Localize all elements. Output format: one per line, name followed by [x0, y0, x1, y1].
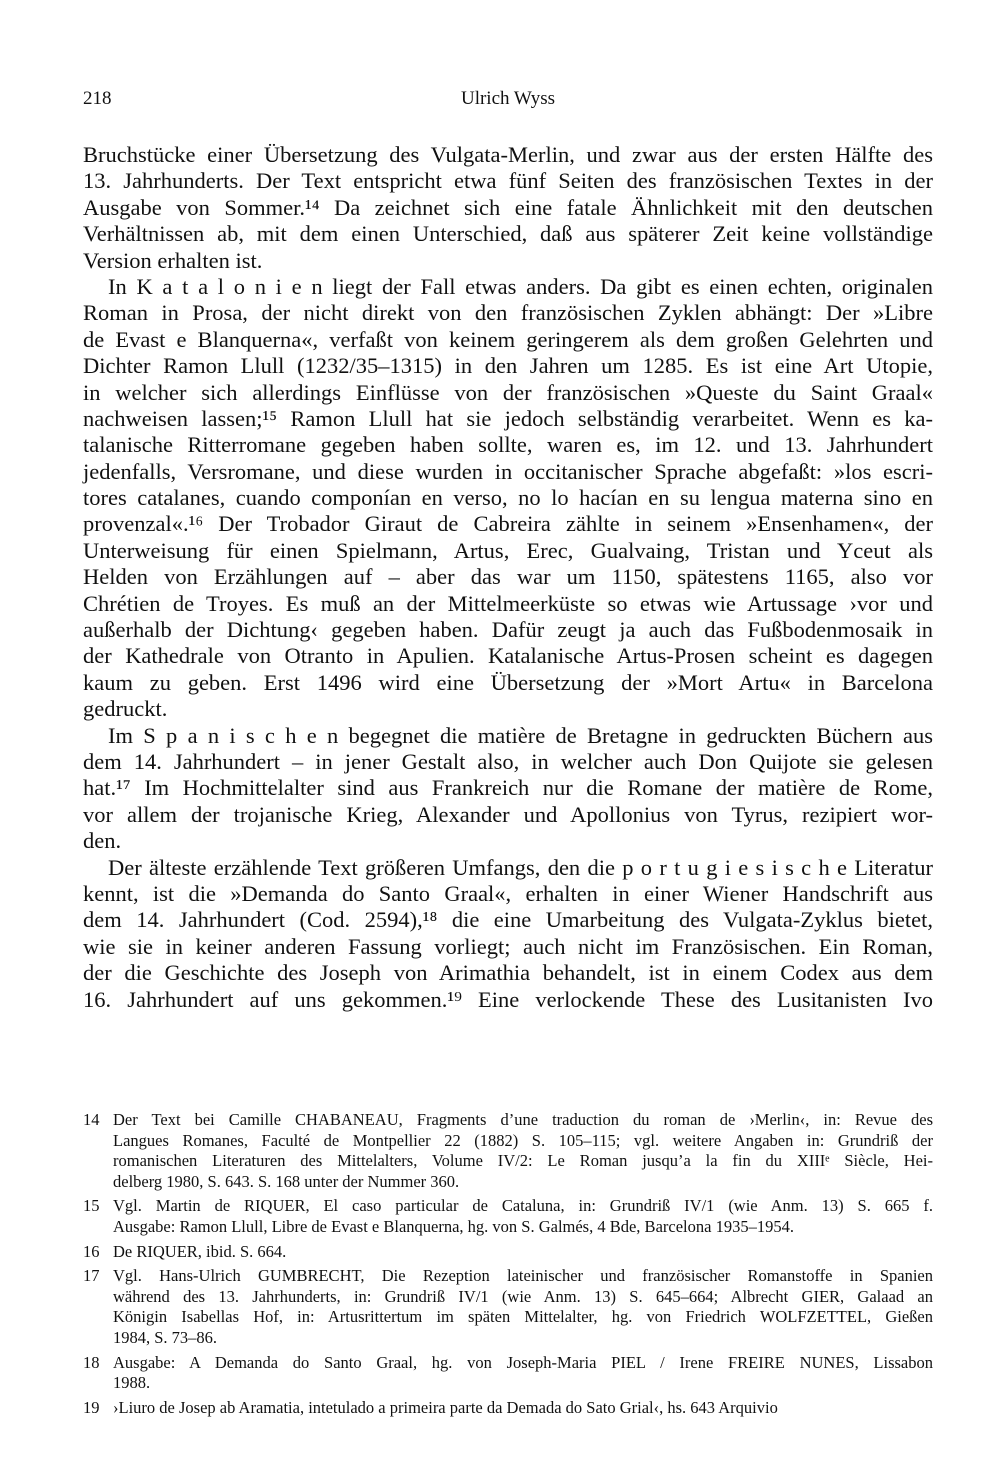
footnote-line: Vgl. Martin de RIQUER, El caso particular de Cataluna, in: Grundriß IV/1 (wie Anm. 13) S. 665 f.	[113, 1196, 933, 1216]
footnote-line: romanischen Literaturen des Mittelalters, Volume IV/2: Le Roman jusqu’a la fin du XIIIᵉ Siècle, Hei-	[113, 1151, 933, 1171]
body-line: wie sie in keiner anderen Fassung vorliegt; auch nicht im Französischen. Ein Roman,	[83, 933, 933, 959]
body-line: vor allem der trojanische Krieg, Alexander und Apollonius von Tyrus, rezipiert wor-	[83, 801, 933, 827]
body-line: In K a t a l o n i e n liegt der Fall etwas anders. Da gibt es einen echten, originalen	[108, 273, 933, 299]
footnote-number: 19	[83, 1397, 100, 1417]
body-line: Verhältnissen ab, mit dem einen Unterschied, daß aus späterer Zeit keine vollständige	[83, 221, 933, 247]
body-line: Ausgabe von Sommer.¹⁴ Da zeichnet sich eine fatale Ähnlichkeit mit den deutschen	[83, 194, 933, 220]
footnote	[83, 1353, 933, 1394]
body-line: Im S p a n i s c h e n begegnet die matière de Bretagne in gedruckten Büchern aus	[108, 722, 933, 748]
body-line: Dichter Ramon Llull (1232/35–1315) in den Jahren um 1285. Es ist eine Art Utopie,	[83, 353, 933, 379]
body-line: Version erhalten ist.	[83, 247, 263, 273]
body-text	[83, 142, 933, 1013]
body-line: jedenfalls, Versromane, und diese wurden in occitanischer Sprache abgefaßt: »los escri-	[83, 458, 933, 484]
body-line: gedruckt.	[83, 696, 168, 722]
footnote-line: Langues Romanes, Faculté de Montpellier 22 (1882) S. 105–115; vgl. weitere Angaben in: Grundriß der	[113, 1130, 933, 1150]
footnote-line: delberg 1980, S. 643. S. 168 unter der Nummer 360.	[113, 1171, 460, 1191]
footnote-line: Königin Isabellas Hof, in: Artusrittertum im späten Mittelalter, hg. von Friedrich WOLFZETTEL, Gießen	[113, 1307, 933, 1327]
footnote-line: Vgl. Hans-Ulrich GUMBRECHT, Die Rezeption lateinischer und französischer Romanstoffe in Spanien	[113, 1266, 933, 1286]
footnote	[83, 1110, 933, 1192]
body-line: den.	[83, 828, 122, 854]
footnote-line: ›Liuro de Josep ab Aramatia, intetulado a primeira parte da Demada do Sato Grial‹, hs. 643 Arquivio	[113, 1397, 778, 1417]
footnote-line: während des 13. Jahrhunderts, in: Grundriß IV/1 (wie Anm. 13) S. 645–664; Albrecht GIER, Galaad an	[113, 1286, 933, 1306]
running-header	[83, 88, 933, 118]
body-line: kennt, ist die »Demanda do Santo Graal«, erhalten in einer Wiener Handschrift aus	[83, 880, 933, 906]
footnote-line: Ausgabe: Ramon Llull, Libre de Evast e Blanquerna, hg. von S. Galmés, 4 Bde, Barcelona 1935–1954.	[113, 1216, 794, 1236]
body-line: Bruchstücke einer Übersetzung des Vulgata-Merlin, und zwar aus der ersten Hälfte des	[83, 142, 933, 167]
footnote-number: 16	[83, 1241, 100, 1261]
body-line: tores catalanes, cuando componían en verso, no lo hacían en su lengua materna sino en	[83, 485, 933, 511]
body-line: dem 14. Jahrhundert – in jener Gestalt also, in welcher auch Don Quijote sie gelesen	[83, 748, 933, 774]
body-line: der die Geschichte des Joseph von Arimathia behandelt, ist in einem Codex aus dem	[83, 960, 933, 986]
footnote-line: 1984, S. 73–86.	[113, 1327, 218, 1347]
footnote-number: 17	[83, 1266, 100, 1286]
body-line: nachweisen lassen;¹⁵ Ramon Llull hat sie jedoch selbständig verarbeitet. Wenn es ka-	[83, 405, 933, 431]
footnote-number: 18	[83, 1352, 100, 1372]
body-line: in welcher sich allerdings Einflüsse von der französischen »Queste du Saint Graal«	[83, 379, 933, 405]
body-line: 13. Jahrhunderts. Der Text entspricht etwa fünf Seiten des französischen Textes in der	[83, 168, 933, 194]
body-line: de Evast e Blanquerna«, verfaßt von keinem geringerem als dem großen Gelehrten und	[83, 326, 933, 352]
body-line: provenzal«.¹⁶ Der Trobador Giraut de Cabreira zählte in seinem »Ensenhamen«, der	[83, 511, 933, 537]
footnote	[83, 1242, 933, 1263]
page-number: 218	[83, 88, 112, 109]
body-line: Unterweisung für einen Spielmann, Artus, Erec, Gualvaing, Tristan und Yceut als	[83, 537, 933, 563]
body-line: kaum zu geben. Erst 1496 wird eine Übersetzung der »Mort Artu« in Barcelona	[83, 669, 933, 695]
body-line: Helden von Erzählungen auf – aber das war um 1150, spätestens 1165, also vor	[83, 564, 933, 590]
footnote-number: 15	[83, 1196, 100, 1216]
footnote-line: De RIQUER, ibid. S. 664.	[113, 1241, 287, 1261]
running-head-author: Ulrich Wyss	[460, 88, 556, 109]
body-line: Chrétien de Troyes. Es muß an der Mittelmeerküste so etwas wie Artussage ›vor und	[83, 590, 933, 616]
body-line: außerhalb der Dichtung‹ gegeben haben. Dafür zeugt ja auch das Fußbodenmosaik in	[83, 617, 933, 643]
body-line: Der älteste erzählende Text größeren Umfangs, den die p o r t u g i e s i s c h e Literatur	[108, 854, 933, 880]
body-line: hat.¹⁷ Im Hochmittelalter sind aus Frankreich nur die Romane der matière de Rome,	[83, 775, 933, 801]
footnote	[83, 1266, 933, 1348]
body-line: der Kathedrale von Otranto in Apulien. Katalanische Artus-Prosen scheint es dagegen	[83, 643, 933, 669]
footnote-line: 1988.	[113, 1373, 151, 1393]
body-line: dem 14. Jahrhundert (Cod. 2594),¹⁸ die eine Umarbeitung des Vulgata-Zyklus bietet,	[83, 907, 933, 933]
footnotes	[83, 1110, 933, 1422]
footnote	[83, 1196, 933, 1237]
body-line: 16. Jahrhundert auf uns gekommen.¹⁹ Eine verlockende These des Lusitanisten Ivo	[83, 986, 933, 1012]
footnote-line: Der Text bei Camille CHABANEAU, Fragments d’une traduction du roman de ›Merlin‹, in: Revue des	[113, 1110, 933, 1129]
body-line: talanische Ritterromane gegeben haben sollte, waren es, im 12. und 13. Jahrhundert	[83, 432, 933, 458]
footnote-number: 14	[83, 1110, 100, 1129]
footnote	[83, 1398, 933, 1419]
footnote-line: Ausgabe: A Demanda do Santo Graal, hg. von Joseph-Maria PIEL / Irene FREIRE NUNES, Lissabon	[113, 1352, 933, 1372]
body-line: Roman in Prosa, der nicht direkt von den französischen Zyklen abhängt: Der »Libre	[83, 300, 933, 326]
